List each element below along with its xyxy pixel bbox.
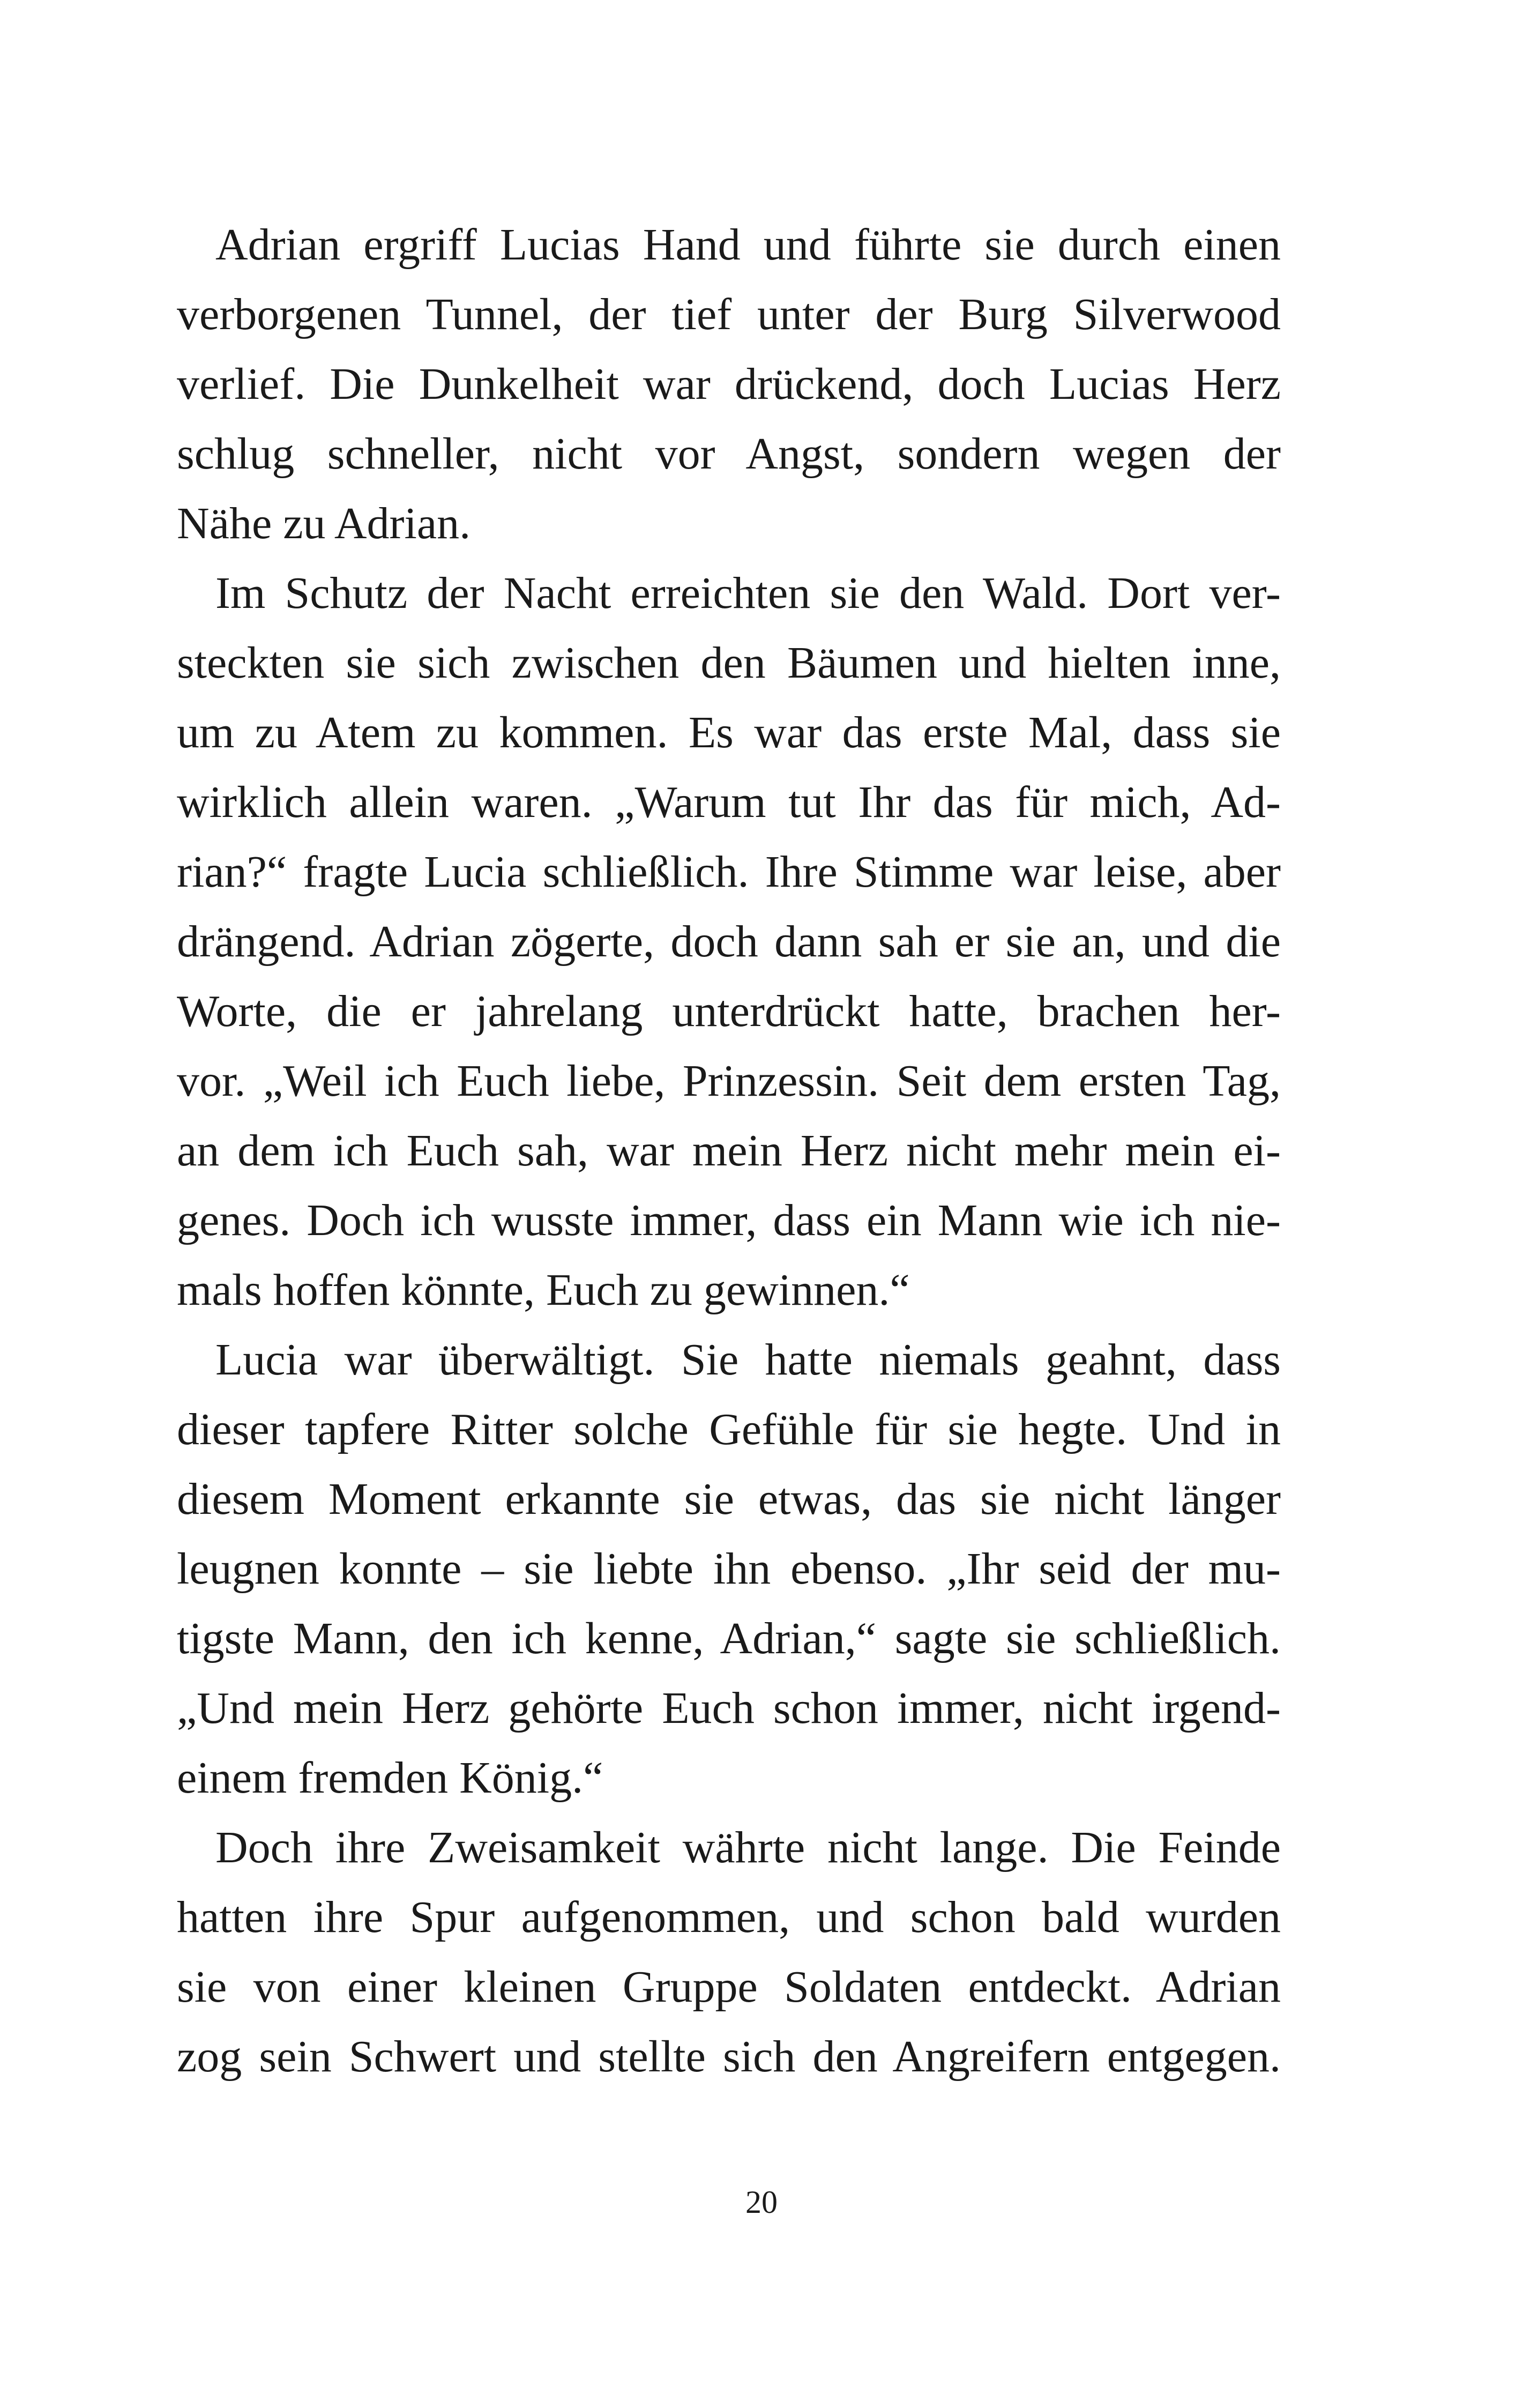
paragraph — [177, 210, 1281, 559]
text-line: drängend. Adrian zögerte, doch dann sah er sie an, und die — [177, 917, 1281, 967]
paragraph — [177, 1813, 1281, 2092]
text-line: um zu Atem zu kommen. Es war das erste Mal, dass sie — [177, 708, 1281, 757]
text-line: schlug schneller, nicht vor Angst, sondern wegen der — [177, 429, 1281, 479]
text-line: diesem Moment erkannte sie etwas, das sie nicht länger — [177, 1474, 1281, 1524]
text-line: leugnen konnte – sie liebte ihn ebenso. „Ihr seid der mu- — [177, 1544, 1281, 1594]
paragraph — [177, 1325, 1281, 1813]
text-line: dieser tapfere Ritter solche Gefühle für sie hegte. Und in — [177, 1404, 1281, 1454]
text-line: einem fremden König.“ — [177, 1753, 603, 1803]
text-line: an dem ich Euch sah, war mein Herz nicht mehr mein ei- — [177, 1126, 1281, 1176]
text-line: zog sein Schwert und stellte sich den Angreifern entgegen. — [177, 2032, 1281, 2082]
text-line: vor. „Weil ich Euch liebe, Prinzessin. Seit dem ersten Tag, — [177, 1056, 1281, 1106]
text-line: wirklich allein waren. „Warum tut Ihr das für mich, Ad- — [177, 777, 1281, 827]
text-line: tigste Mann, den ich kenne, Adrian,“ sagte sie schließlich. — [177, 1614, 1281, 1663]
text-line: „Und mein Herz gehörte Euch schon immer, nicht irgend- — [177, 1683, 1281, 1733]
page-number: 20 — [745, 2184, 778, 2220]
text-line: Worte, die er jahrelang unterdrückt hatte, brachen her- — [177, 986, 1281, 1036]
body-text — [177, 210, 1281, 2092]
text-line: Im Schutz der Nacht erreichten sie den Wald. Dort ver- — [215, 568, 1281, 618]
text-line: verborgenen Tunnel, der tief unter der Burg Silverwood — [177, 289, 1281, 339]
text-line: hatten ihre Spur aufgenommen, und schon bald wurden — [177, 1892, 1281, 1942]
text-line: mals hoffen könnte, Euch zu gewinnen.“ — [177, 1265, 910, 1315]
text-line: rian?“ fragte Lucia schließlich. Ihre Stimme war leise, aber — [177, 847, 1281, 897]
text-line: Nähe zu Adrian. — [177, 499, 471, 548]
text-line: genes. Doch ich wusste immer, dass ein Mann wie ich nie- — [177, 1195, 1281, 1245]
text-line: Adrian ergriff Lucias Hand und führte sie durch einen — [215, 220, 1281, 270]
text-line: Lucia war überwältigt. Sie hatte niemals geahnt, dass — [215, 1335, 1281, 1385]
text-line: sie von einer kleinen Gruppe Soldaten entdeckt. Adrian — [177, 1962, 1281, 2012]
text-line: Doch ihre Zweisamkeit währte nicht lange. Die Feinde — [215, 1823, 1281, 1872]
text-line: verlief. Die Dunkelheit war drückend, doch Lucias Herz — [177, 359, 1281, 409]
paragraph — [177, 559, 1281, 1325]
text-line: steckten sie sich zwischen den Bäumen und hielten inne, — [177, 638, 1281, 688]
